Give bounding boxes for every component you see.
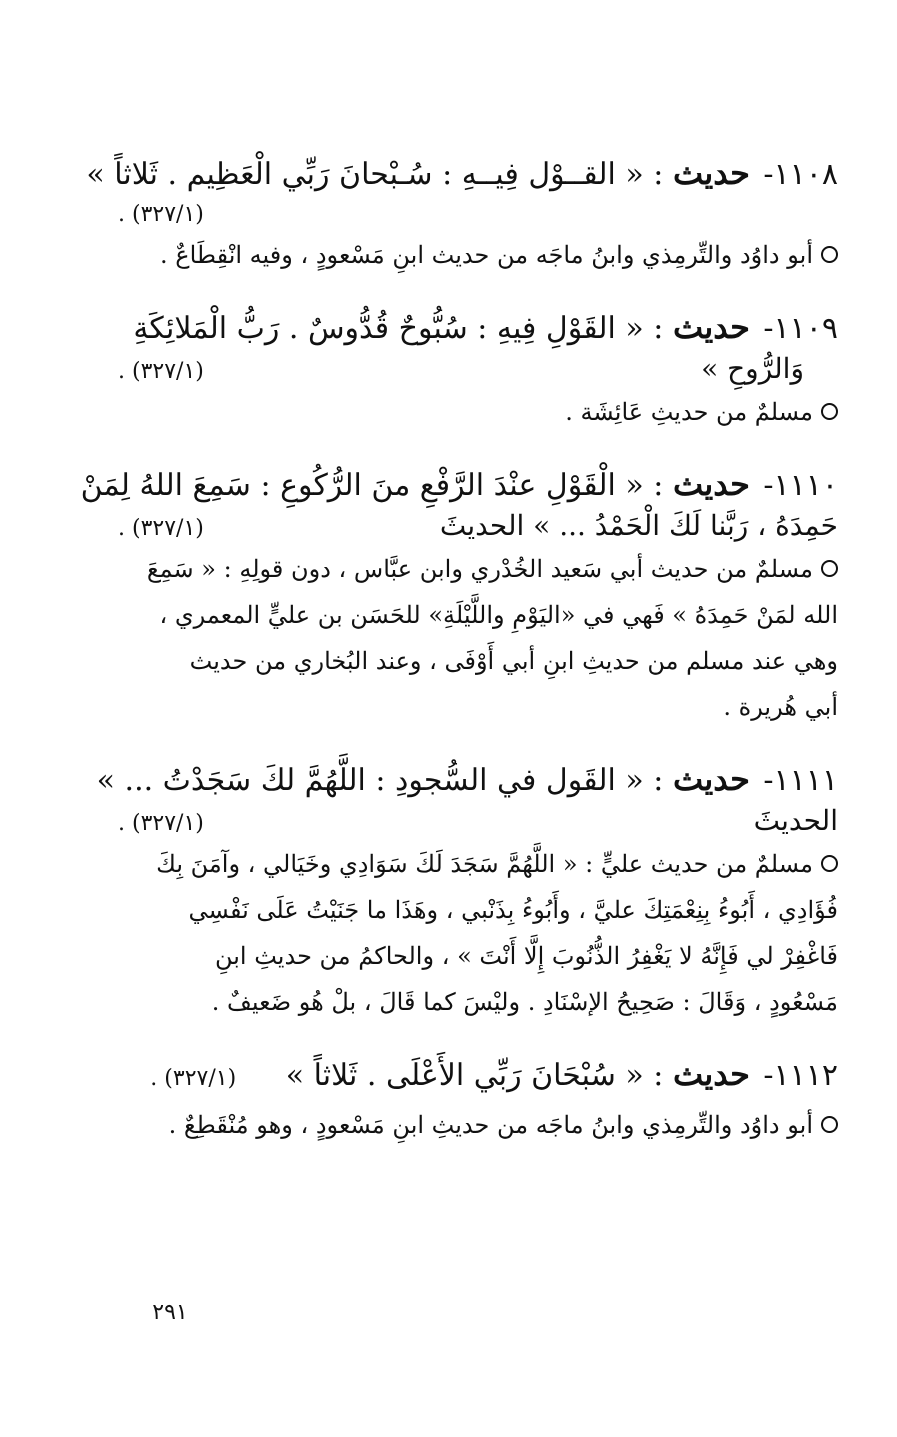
hadith-number: ١١٠٩- — [763, 311, 838, 346]
hadith-entry-1112 — [118, 1051, 838, 1148]
hadith-keyword: حديث — [672, 1055, 750, 1093]
hadith-continuation: الحديثَ — [753, 804, 838, 837]
takhrij-note: مسلمٌ من حديثِ عَائِشَة . — [118, 389, 838, 435]
takhrij-note: مسلمٌ من حديث أبي سَعيد الخُدْري وابن عبَّاس ، دون قولِهِ : « سَمِعَ الله لمَنْ حَمِدَهُ » فَهي في «اليَوْمِ واللَّيْلَةِ» للحَسَن بن عليٍّ المعمري ، وهي عند مسلم من حديثِ ابنِ أبي أَوْفَى ، وعند البُخاري من حديث أبي هُريرة . — [146, 555, 838, 721]
reference: (٣٢٧/١) . — [118, 516, 204, 541]
reference: (٣٢٧/١) . — [118, 811, 204, 836]
hadith-keyword: حديث — [672, 760, 750, 798]
takhrij-note: أبو داوُد والتِّرمِذي وابنُ ماجَه من حديث ابنِ مَسْعودٍ ، وفيه انْقِطَاعٌ . — [118, 232, 838, 278]
reference: (٣٢٧/١) . — [150, 1066, 237, 1091]
hadith-continuation: وَالرُّوحِ » — [701, 352, 804, 385]
reference-line — [118, 509, 838, 546]
hadith-number: ١١١١- — [763, 763, 838, 798]
hadith-text: : « سُبْحَانَ رَبِّي الأَعْلَى . ثَلاثاً » — [285, 1058, 664, 1093]
hadith-text: : « الْقَوْلِ عنْدَ الرَّفْعِ منَ الرُّكُوعِ : سَمِعَ اللهُ لِمَنْ — [80, 468, 664, 503]
page-number: ٢٩١ — [152, 1300, 188, 1325]
hadith-entry-1110 — [80, 461, 838, 730]
takhrij-note: مسلمٌ من حديث عليٍّ : « اللَّهُمَّ سَجَدَ لَكَ سَوَادِي وخَيَالي ، وآمَنَ بِكَ فُؤَادِي ، أَبُوءُ بِنِعْمَتِكَ عليَّ ، وأَبُوءُ بِذَنْبي ، وهَذَا ما جَنَيْتُ عَلَى نَفْسِي فَاغْفِرْ لي فَإِنَّهُ لا يَغْفِرُ الذُّنُوبَ إِلَّا أَنْتَ » ، والحاكمُ من حديثِ ابنِ مَسْعُودٍ ، وَقَالَ : صَحِيحُ الإسْنَادِ . وليْسَ كما قَالَ ، بلْ هُو ضَعيفٌ . — [156, 850, 838, 1016]
hadith-entry-1111 — [96, 756, 838, 1025]
circle-bullet-icon — [821, 246, 838, 263]
hadith-heading — [80, 461, 838, 509]
takhrij-note: أبو داوُد والتِّرمِذي وابنُ ماجَه من حديثِ ابنِ مَسْعودٍ ، وهو مُنْقَطِعٌ . — [118, 1102, 838, 1148]
hadith-entry-1108 — [86, 150, 838, 278]
circle-bullet-icon — [821, 1116, 838, 1133]
hadith-heading — [86, 150, 838, 198]
reference: (٣٢٧/١) . — [118, 202, 204, 227]
hadith-keyword: حديث — [672, 465, 750, 503]
hadith-heading — [118, 1051, 838, 1102]
reference-line — [118, 198, 838, 232]
hadith-number: ١١١٠- — [763, 468, 838, 503]
hadith-number: ١١١٢- — [763, 1058, 838, 1093]
hadith-keyword: حديث — [672, 154, 750, 192]
hadith-heading — [96, 756, 838, 804]
circle-bullet-icon — [821, 560, 838, 577]
hadith-continuation: حَمِدَهُ ، رَبَّنا لَكَ الْحَمْدُ ... » الحديثَ — [439, 509, 838, 542]
hadith-keyword: حديث — [672, 308, 750, 346]
hadith-text: : « القَوْلِ فِيهِ : سُبُّوحٌ قُدُّوسٌ . رَبُّ الْمَلائِكَةِ — [133, 311, 664, 346]
hadith-text: : « القــوْل فِيــهِ : سُـبْحانَ رَبِّي الْعَظِيم . ثَلاثاً » — [86, 157, 664, 192]
reference-line — [118, 352, 838, 389]
reference-line — [118, 804, 838, 841]
hadith-heading — [118, 304, 838, 352]
hadith-text: : « القَول في السُّجودِ : اللَّهُمَّ لكَ سَجَدْتُ ... » — [96, 763, 664, 798]
reference: (٣٢٧/١) . — [118, 359, 204, 384]
hadith-number: ١١٠٨- — [763, 157, 838, 192]
circle-bullet-icon — [821, 403, 838, 420]
hadith-entry-1109 — [118, 304, 838, 435]
circle-bullet-icon — [821, 855, 838, 872]
page-body — [80, 150, 838, 1174]
